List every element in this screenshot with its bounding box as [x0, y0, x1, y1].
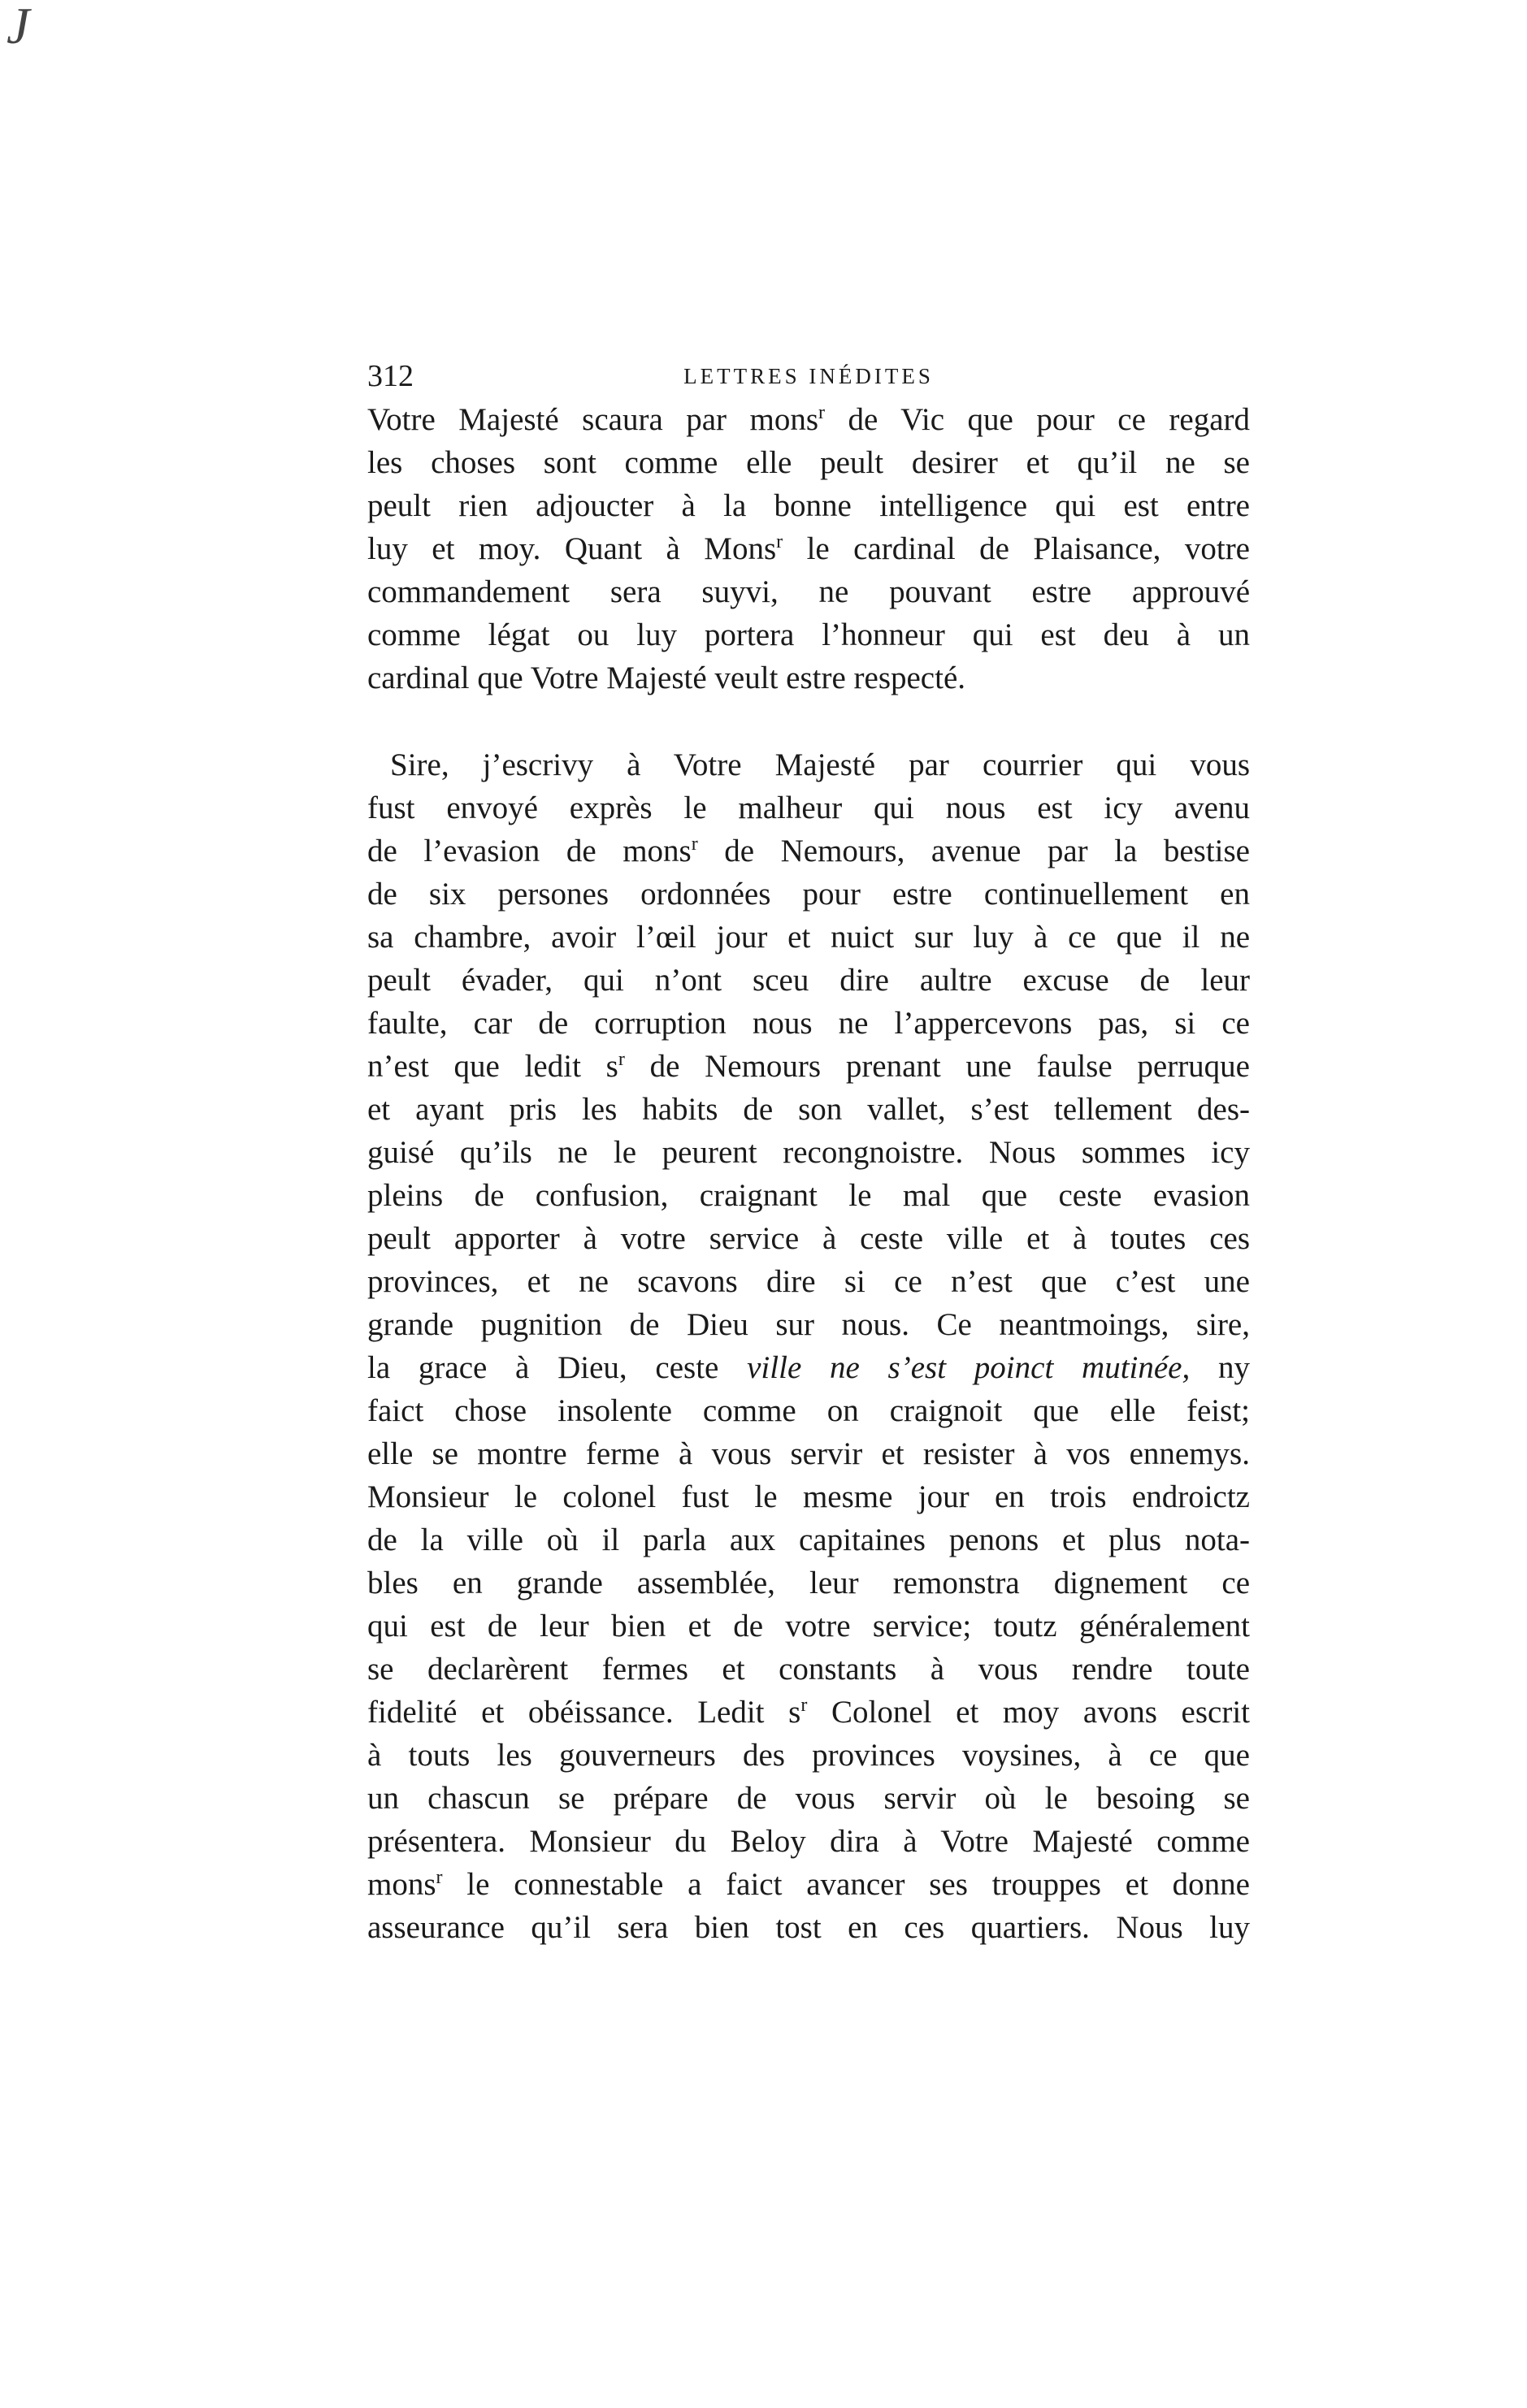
text-segment: comme légat ou luy portera l’honneur qui est deu à un: [367, 617, 1250, 652]
text-line: [367, 1348, 1250, 1388]
text-line: [367, 1692, 1250, 1733]
text-line: [367, 615, 1250, 656]
text-segment: un chascun se prépare de vous servir où le besoing se: [367, 1781, 1250, 1816]
text-line: [367, 1089, 1250, 1130]
text-segment: de la ville où il parla aux capitaines penons et plus nota-: [367, 1522, 1250, 1557]
text-line: [367, 400, 1250, 440]
text-segment: et ayant pris les habits de son vallet, s’est tellement des-: [367, 1092, 1250, 1127]
text-segment: elle se montre ferme à vous servir et resister à vos ennemys.: [367, 1436, 1250, 1471]
text-segment: se declarèrent fermes et constants à vous rendre toute: [367, 1652, 1250, 1687]
text-segment: fidelité et obéissance. Ledit s: [367, 1695, 801, 1730]
running-header: [367, 356, 1250, 396]
text-line: [367, 1563, 1250, 1604]
superscript-abbrev: r: [691, 834, 698, 855]
text-segment: les choses sont comme elle peult desirer et qu’il ne se: [367, 445, 1250, 480]
text-line: [367, 1434, 1250, 1475]
text-line: [367, 1391, 1250, 1431]
text-line: [367, 1864, 1250, 1905]
text-segment: n’est que ledit s: [367, 1049, 618, 1084]
text-line: [367, 529, 1250, 570]
superscript-abbrev: r: [818, 402, 826, 423]
text-line: [367, 1649, 1250, 1690]
text-segment: grande pugnition de Dieu sur nous. Ce neantmoings, sire,: [367, 1307, 1250, 1342]
text-segment: le cardinal de Plaisance, votre: [783, 531, 1250, 566]
text-line: [367, 917, 1250, 958]
text-segment: guisé qu’ils ne le peurent recongnoistre. Nous sommes icy: [367, 1135, 1250, 1170]
text-line: [367, 1606, 1250, 1647]
text-segment: commandement sera suyvi, ne pouvant estre approuvé: [367, 574, 1250, 609]
text-line: [367, 788, 1250, 829]
text-segment: cardinal que Votre Majesté veult estre respecté.: [367, 660, 966, 695]
text-segment: qui est de leur bien et de votre service; toutz généralement: [367, 1609, 1250, 1644]
text-segment: bles en grande assemblée, leur remonstra dignement ce: [367, 1566, 1250, 1600]
text-segment: de six persones ordonnées pour estre continuellement en: [367, 877, 1250, 912]
text-segment: de Vic que pour ce regard: [825, 402, 1250, 437]
text-line: [367, 1477, 1250, 1518]
text-segment: fust envoyé exprès le malheur qui nous est icy avenu: [367, 790, 1250, 825]
text-segment: la grace à Dieu, ceste: [367, 1350, 748, 1385]
text-segment: peult rien adjoucter à la bonne intelligence qui est entre: [367, 488, 1250, 523]
text-line: [367, 1219, 1250, 1259]
text-line: [367, 1133, 1250, 1173]
text-segment: sa chambre, avoir l’œil jour et nuict sur luy à ce que il ne: [367, 920, 1250, 955]
page-number: 312: [367, 359, 414, 393]
text-segment: de Nemours prenant une faulse perruque: [624, 1049, 1250, 1084]
text-segment: peult apporter à votre service à ceste ville et à toutes ces: [367, 1221, 1250, 1256]
text-line: [367, 874, 1250, 915]
italic-text: ville ne s’est poinct mutinée,: [747, 1350, 1191, 1385]
text-segment: mons: [367, 1867, 436, 1902]
text-segment: Sire, j’escrivy à Votre Majesté par courrier qui vous: [390, 747, 1250, 782]
text-line: [367, 1908, 1250, 1948]
text-line: [367, 1262, 1250, 1302]
text-segment: luy et moy. Quant à Mons: [367, 531, 777, 566]
superscript-abbrev: r: [776, 531, 783, 552]
text-line: [367, 658, 1250, 699]
superscript-abbrev: r: [800, 1695, 808, 1716]
text-line: [367, 486, 1250, 526]
text-segment: Monsieur le colonel fust le mesme jour en trois endroictz: [367, 1479, 1250, 1514]
text-segment: peult évader, qui n’ont sceu dire aultre excuse de leur: [367, 963, 1250, 998]
superscript-abbrev: r: [618, 1049, 625, 1070]
text-line: [367, 831, 1250, 872]
text-segment: de l’evasion de mons: [367, 834, 692, 868]
text-segment: Votre Majesté scaura par mons: [367, 402, 819, 437]
running-title: LETTRES INÉDITES: [683, 364, 934, 388]
text-segment: ny: [1190, 1350, 1250, 1385]
superscript-abbrev: r: [436, 1867, 443, 1888]
text-segment: faulte, car de corruption nous ne l’appercevons pas, si ce: [367, 1006, 1250, 1041]
text-segment: le connestable a faict avancer ses trouppes et donne: [442, 1867, 1250, 1902]
text-line: [367, 1778, 1250, 1819]
text-segment: à touts les gouverneurs des provinces voysines, à ce que: [367, 1738, 1250, 1773]
text-segment: Colonel et moy avons escrit: [807, 1695, 1250, 1730]
text-line: [367, 1003, 1250, 1044]
text-line: [367, 1821, 1250, 1862]
text-segment: présentera. Monsieur du Beloy dira à Votre Majesté comme: [367, 1824, 1250, 1859]
text-segment: provinces, et ne scavons dire si ce n’est que c’est une: [367, 1264, 1250, 1299]
text-line: [367, 1046, 1250, 1087]
text-segment: asseurance qu’il sera bien tost en ces quartiers. Nous luy: [367, 1910, 1250, 1945]
text-segment: faict chose insolente comme on craignoit que elle feist;: [367, 1393, 1250, 1428]
text-line: [367, 572, 1250, 613]
text-line: [367, 1305, 1250, 1345]
text-segment: pleins de confusion, craignant le mal que ceste evasion: [367, 1178, 1250, 1213]
text-line: [367, 1176, 1250, 1216]
text-line: [367, 1520, 1250, 1561]
margin-pen-mark: J: [7, 0, 30, 54]
text-line: [367, 1735, 1250, 1776]
text-line: [390, 745, 1250, 786]
text-line: [367, 443, 1250, 483]
text-line: [367, 960, 1250, 1001]
text-segment: de Nemours, avenue par la bestise: [697, 834, 1250, 868]
